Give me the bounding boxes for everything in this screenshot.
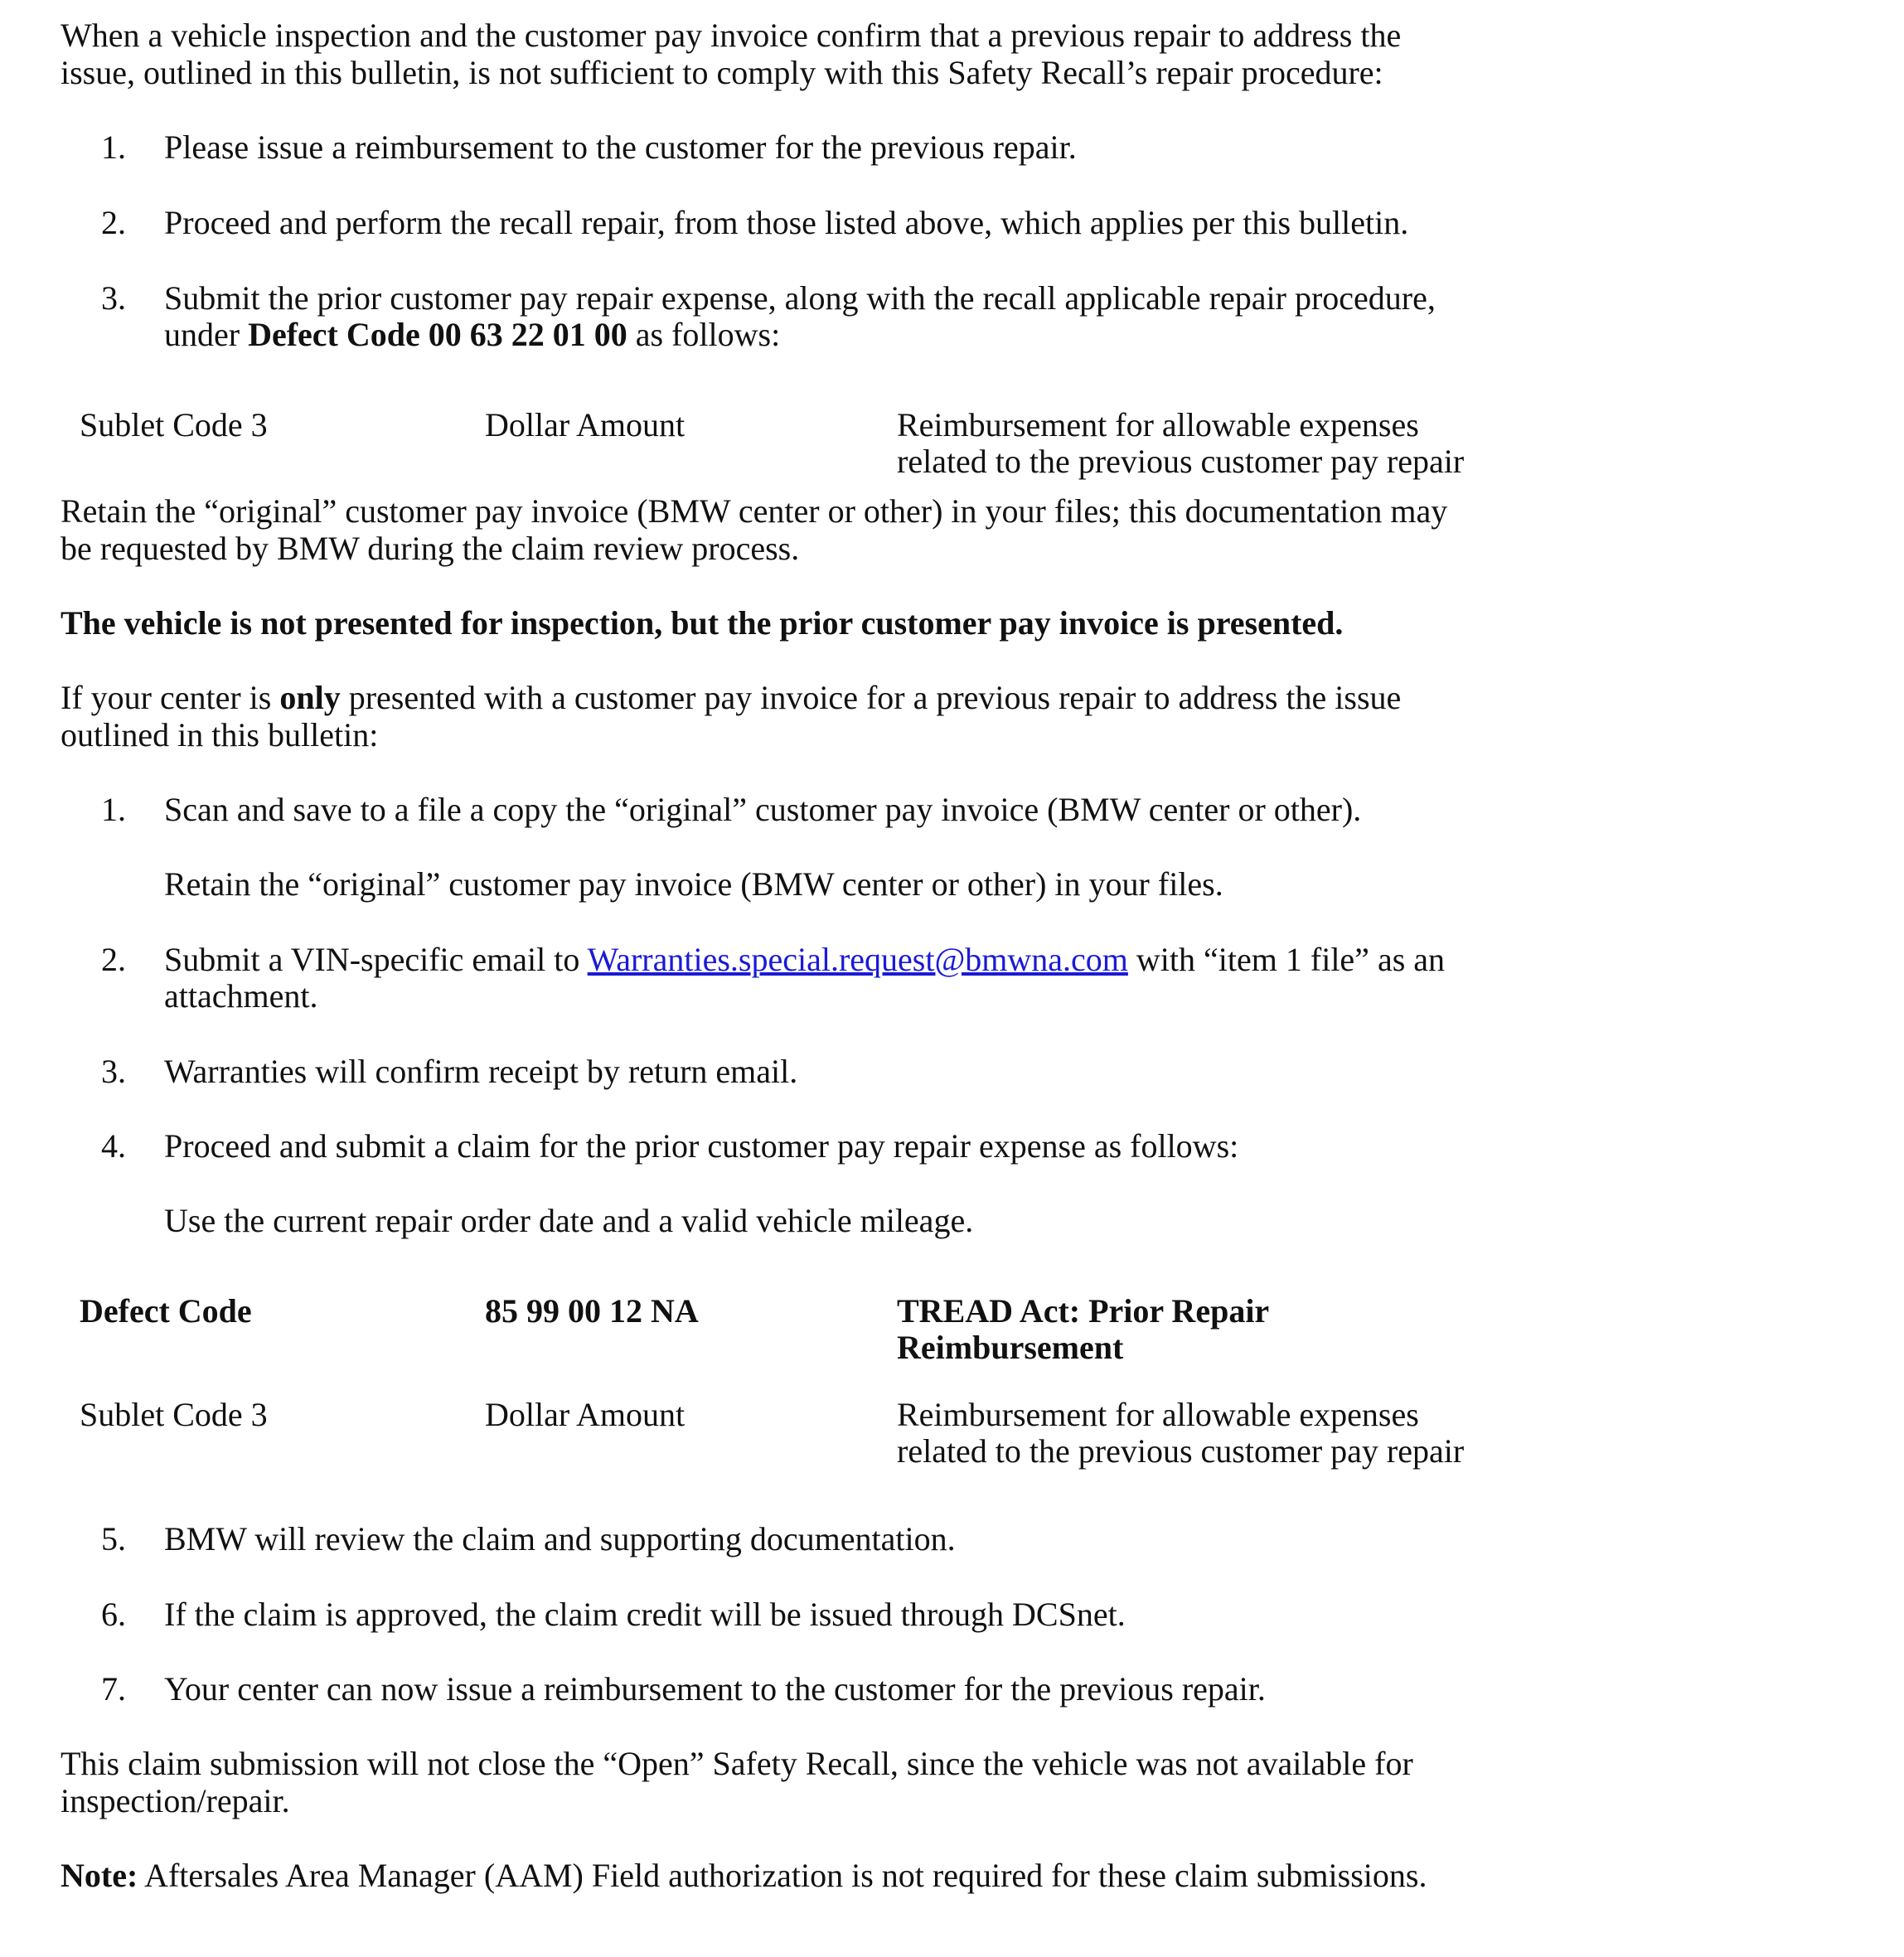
step-text: Your center can now issue a reimbursement to the customer for the previous repair. [164, 1670, 1266, 1708]
retain-line-1: Retain the “original” customer pay invoice (BMW center or other) in your files; this documentation may [61, 492, 1448, 530]
step-text-continued: attachment. [164, 977, 318, 1015]
reimbursement-desc-line-1: Reimbursement for allowable expenses [897, 1396, 1419, 1433]
step-number: 5. [101, 1520, 126, 1557]
defect-code-value: 85 99 00 12 NA [485, 1292, 699, 1330]
step-number: 1. [101, 791, 126, 828]
step-number: 4. [101, 1127, 126, 1165]
step-text: Proceed and perform the recall repair, from those listed above, which applies per this bulletin. [164, 204, 1409, 241]
step-subtext: Use the current repair order date and a valid vehicle mileage. [164, 1202, 974, 1239]
step-text: BMW will review the claim and supporting documentation. [164, 1520, 956, 1557]
closing-line-1: This claim submission will not close the “Open” Safety Recall, since the vehicle was not available for [61, 1745, 1413, 1782]
step-text: Submit the prior customer pay repair expense, along with the recall applicable repair procedure, [164, 279, 1436, 317]
step-text: If the claim is approved, the claim credit will be issued through DCSnet. [164, 1596, 1126, 1633]
step-number: 2. [101, 204, 126, 241]
step-number: 6. [101, 1596, 126, 1633]
intro-line-2: issue, outlined in this bulletin, is not sufficient to comply with this Safety Recall’s repair procedure: [61, 54, 1383, 91]
step-text: Proceed and submit a claim for the prior customer pay repair expense as follows: [164, 1127, 1239, 1165]
defect-desc-line-2: Reimbursement [897, 1329, 1124, 1366]
email-link[interactable]: Warranties.special.request@bmwna.com [587, 941, 1128, 978]
closing-line-2: inspection/repair. [61, 1782, 290, 1819]
reimbursement-desc-line-2: related to the previous customer pay repair [897, 443, 1465, 480]
note-line: Note: Aftersales Area Manager (AAM) Field authorization is not required for these claim submissions. [61, 1857, 1427, 1894]
retain-line-2: be requested by BMW during the claim review process. [61, 530, 800, 567]
step-text-defect-code: under Defect Code 00 63 22 01 00 as follows: [164, 316, 781, 353]
section-b-intro-line-2: outlined in this bulletin: [61, 716, 379, 753]
note-label: Note: [61, 1857, 138, 1894]
step-text-email: Submit a VIN-specific email to Warranties.special.request@bmwna.com with “item 1 file” as an [164, 941, 1446, 978]
reimbursement-desc-line-1: Reimbursement for allowable expenses [897, 406, 1419, 443]
step-subtext: Retain the “original” customer pay invoice (BMW center or other) in your files. [164, 865, 1223, 903]
step-text: Warranties will confirm receipt by return email. [164, 1053, 798, 1090]
step-number: 1. [101, 128, 126, 166]
section-b-intro-line-1: If your center is only presented with a customer pay invoice for a previous repair to address the issue [61, 679, 1402, 716]
defect-desc-line-1: TREAD Act: Prior Repair [897, 1292, 1270, 1330]
step-number: 2. [101, 941, 126, 978]
step-number: 3. [101, 279, 126, 317]
step-text: Scan and save to a file a copy the “original” customer pay invoice (BMW center or other). [164, 791, 1362, 828]
intro-line-1: When a vehicle inspection and the customer pay invoice confirm that a previous repair to address the [61, 17, 1402, 54]
reimbursement-desc-line-2: related to the previous customer pay repair [897, 1432, 1465, 1470]
defect-code-label: Defect Code [80, 1292, 252, 1330]
sublet-code-label: Sublet Code 3 [80, 406, 268, 443]
step-number: 3. [101, 1053, 126, 1090]
section-heading: The vehicle is not presented for inspection, but the prior customer pay invoice is presented. [61, 604, 1344, 642]
step-text: Please issue a reimbursement to the customer for the previous repair. [164, 128, 1077, 166]
dollar-amount-label: Dollar Amount [485, 406, 686, 443]
step-number: 7. [101, 1670, 126, 1708]
dollar-amount-label: Dollar Amount [485, 1396, 686, 1433]
defect-code-bold: Defect Code 00 63 22 01 00 [248, 316, 627, 353]
sublet-code-label: Sublet Code 3 [80, 1396, 268, 1433]
